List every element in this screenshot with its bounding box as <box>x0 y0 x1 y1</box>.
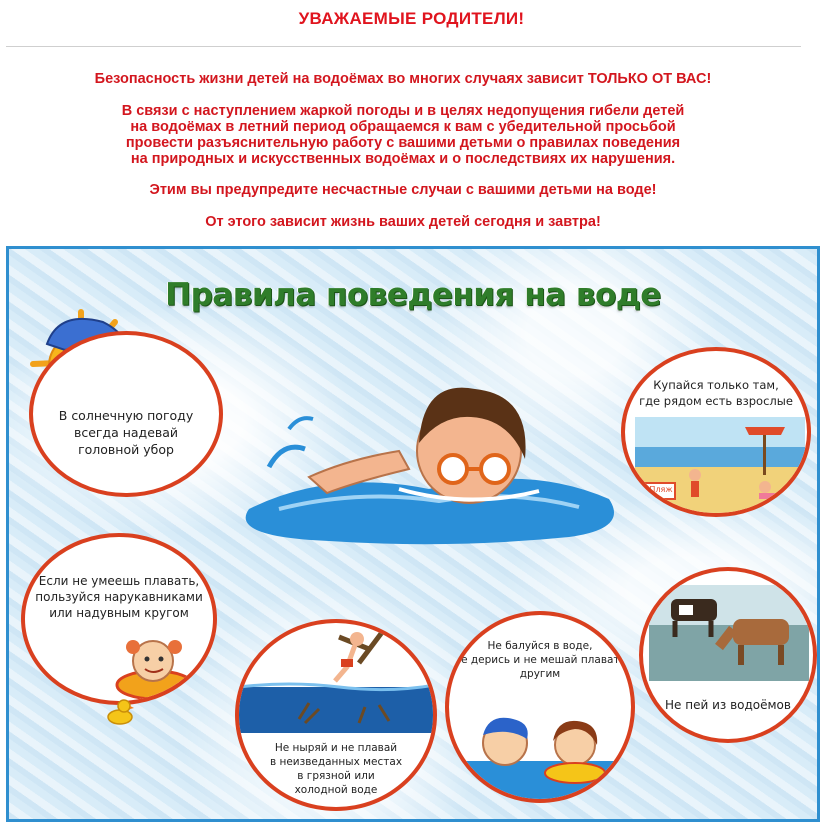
appeal-line: на водоёмах в летний период обращаемся к вам с убедительной просьбой <box>130 119 676 135</box>
children-playing-illustration <box>449 691 633 801</box>
rule-floats-circle <box>21 533 217 705</box>
swimming-boy-illustration <box>209 359 629 549</box>
rule-play-text: Не балуйся в воде, не дерись и не мешай плавать другим <box>454 640 626 680</box>
appeal-line: на природных и искусственных водоёмах и о последствиях их нарушения. <box>130 151 676 167</box>
rule-drink-text: Не пей из водоёмов <box>665 698 791 712</box>
rule-drink-circle <box>639 567 817 743</box>
appeal-line: В связи с наступлением жаркой погоды и в целях недопущения гибели детей <box>121 103 685 119</box>
rule-adults-text: Купайся только там, где рядом есть взрослые <box>639 378 793 408</box>
rule-play-circle <box>445 611 635 803</box>
divider <box>6 46 801 47</box>
beach-illustration <box>635 417 805 517</box>
page-heading: УВАЖАЕМЫЕ РОДИТЕЛИ! <box>298 9 525 28</box>
cows-drinking-illustration <box>649 585 809 681</box>
rule-adults-circle <box>621 347 811 517</box>
rule-floats-text: Если не умеешь плавать, пользуйся нарукавниками или надувным кругом <box>35 574 203 620</box>
duck-icon <box>104 697 134 725</box>
diving-boy-illustration <box>239 623 435 733</box>
beach-sign: Пляж <box>649 485 673 494</box>
warning-text: Этим вы предупредите несчастные случаи с вашими детьми на воде! <box>149 182 657 198</box>
intro-text: Безопасность жизни детей на водоёмах во многих случаях зависит ТОЛЬКО ОТ ВАС! <box>94 71 712 87</box>
rule-dive-circle <box>235 619 437 811</box>
future-text: От этого зависит жизнь ваших детей сегодня и завтра! <box>205 214 601 230</box>
appeal-line: провести разъяснительную работу с вашими детьми о правилах поведения <box>125 135 681 151</box>
girl-swim-ring-illustration <box>95 633 205 703</box>
rule-hat-text: В солнечную погоду всегда надевай головной убор <box>58 408 194 457</box>
rule-hat-circle <box>29 331 223 497</box>
poster-title: Правила поведения на воде <box>165 277 661 313</box>
water-rules-poster <box>6 246 820 822</box>
appeal-text <box>0 103 806 167</box>
rule-dive-text: Не ныряй и не плавай в неизведанных местах в грязной или холодной воде <box>269 742 403 796</box>
